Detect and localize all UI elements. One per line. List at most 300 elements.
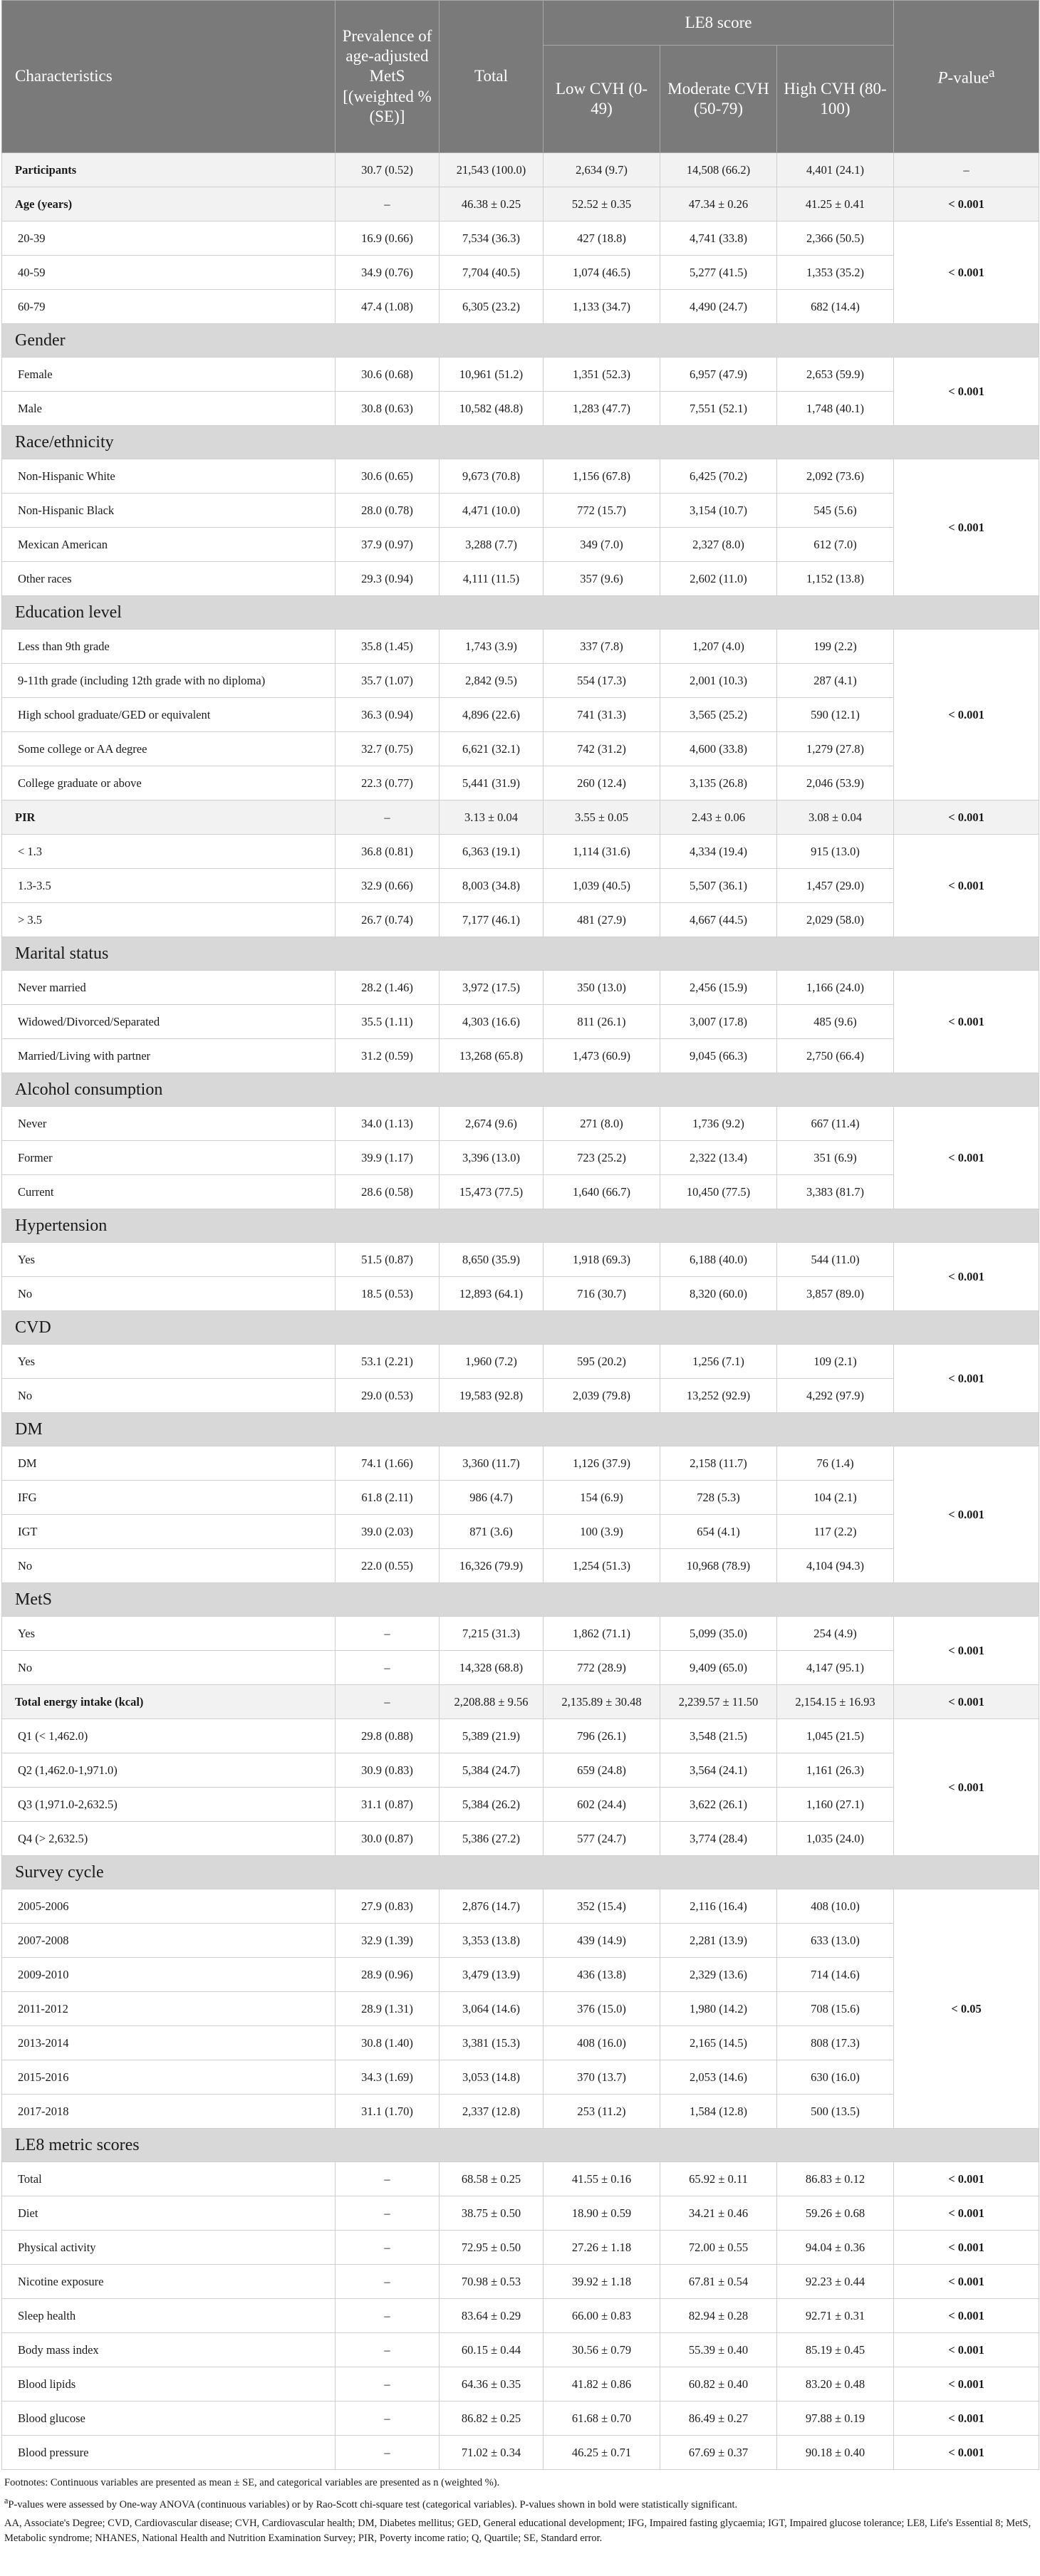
prevalence-cell: 18.5 (0.53) <box>336 1277 440 1311</box>
low-cvh-cell: 741 (31.3) <box>544 698 660 732</box>
total-cell: 1,960 (7.2) <box>440 1345 544 1379</box>
section-row <box>2 596 1039 630</box>
total-cell: 9,673 (70.8) <box>440 459 544 494</box>
footnote-2-mark: a <box>4 2495 9 2505</box>
total-cell: 64.36 ± 0.35 <box>440 2367 544 2402</box>
high-cvh-cell: 612 (7.0) <box>777 528 894 562</box>
row-label: College graduate or above <box>2 766 336 801</box>
total-cell: 3.13 ± 0.04 <box>440 801 544 835</box>
total-cell: 5,384 (26.2) <box>440 1788 544 1822</box>
table-row <box>2 1481 1039 1515</box>
low-cvh-cell: 337 (7.8) <box>544 630 660 664</box>
total-cell: 1,743 (3.9) <box>440 630 544 664</box>
section-label: Survey cycle <box>2 1856 1039 1889</box>
low-cvh-cell: 2,634 (9.7) <box>544 153 660 187</box>
low-cvh-cell: 357 (9.6) <box>544 562 660 596</box>
section-label: Alcohol consumption <box>2 1073 1039 1107</box>
low-cvh-cell: 772 (28.9) <box>544 1651 660 1685</box>
header-p-suffix: -value <box>947 68 989 87</box>
total-cell: 3,288 (7.7) <box>440 528 544 562</box>
row-label: Non-Hispanic Black <box>2 494 336 528</box>
total-cell: 72.95 ± 0.50 <box>440 2231 544 2265</box>
header-p-footnote-mark: a <box>989 66 995 81</box>
header-prevalence: Prevalence of age-adjusted MetS [(weighted % (SE)] <box>336 1 440 153</box>
low-cvh-cell: 408 (16.0) <box>544 2026 660 2060</box>
total-cell: 3,479 (13.9) <box>440 1958 544 1992</box>
row-label: High school graduate/GED or equivalent <box>2 698 336 732</box>
low-cvh-cell: 349 (7.0) <box>544 528 660 562</box>
total-cell: 4,896 (22.6) <box>440 698 544 732</box>
low-cvh-cell: 41.82 ± 0.86 <box>544 2367 660 2402</box>
high-cvh-cell: 4,104 (94.3) <box>777 1549 894 1583</box>
low-cvh-cell: 260 (12.4) <box>544 766 660 801</box>
total-cell: 3,360 (11.7) <box>440 1446 544 1481</box>
table-row <box>2 869 1039 903</box>
low-cvh-cell: 3.55 ± 0.05 <box>544 801 660 835</box>
table-row <box>2 1719 1039 1753</box>
header-high-cvh: High CVH (80-100) <box>777 46 894 153</box>
table-row <box>2 1175 1039 1209</box>
low-cvh-cell: 723 (25.2) <box>544 1141 660 1175</box>
total-cell: 6,363 (19.1) <box>440 835 544 869</box>
prevalence-cell: – <box>336 1617 440 1651</box>
moderate-cvh-cell: 10,450 (77.5) <box>660 1175 777 1209</box>
high-cvh-cell: 2,154.15 ± 16.93 <box>777 1685 894 1719</box>
p-value-cell: < 0.001 <box>894 2333 1039 2367</box>
row-label: Q1 (< 1,462.0) <box>2 1719 336 1753</box>
moderate-cvh-cell: 67.69 ± 0.37 <box>660 2436 777 2470</box>
high-cvh-cell: 500 (13.5) <box>777 2095 894 2129</box>
table-row <box>2 256 1039 290</box>
prevalence-cell: 22.0 (0.55) <box>336 1549 440 1583</box>
moderate-cvh-cell: 9,409 (65.0) <box>660 1651 777 1685</box>
section-row <box>2 1856 1039 1889</box>
total-cell: 16,326 (79.9) <box>440 1549 544 1583</box>
prevalence-cell: 16.9 (0.66) <box>336 221 440 256</box>
moderate-cvh-cell: 3,622 (26.1) <box>660 1788 777 1822</box>
table-row <box>2 290 1039 324</box>
low-cvh-cell: 1,126 (37.9) <box>544 1446 660 1481</box>
row-label: Mexican American <box>2 528 336 562</box>
total-cell: 10,582 (48.8) <box>440 392 544 426</box>
moderate-cvh-cell: 3,565 (25.2) <box>660 698 777 732</box>
row-label: < 1.3 <box>2 835 336 869</box>
table-row <box>2 2333 1039 2367</box>
low-cvh-cell: 27.26 ± 1.18 <box>544 2231 660 2265</box>
total-cell: 2,876 (14.7) <box>440 1889 544 1924</box>
moderate-cvh-cell: 6,957 (47.9) <box>660 358 777 392</box>
total-cell: 70.98 ± 0.53 <box>440 2265 544 2299</box>
row-label: Body mass index <box>2 2333 336 2367</box>
row-label: 2011-2012 <box>2 1992 336 2026</box>
prevalence-cell: 36.3 (0.94) <box>336 698 440 732</box>
p-value-cell: < 0.001 <box>894 1617 1039 1685</box>
moderate-cvh-cell: 9,045 (66.3) <box>660 1039 777 1073</box>
table-row <box>2 562 1039 596</box>
section-label: Race/ethnicity <box>2 426 1039 459</box>
table-row <box>2 766 1039 801</box>
moderate-cvh-cell: 14,508 (66.2) <box>660 153 777 187</box>
prevalence-cell: 30.0 (0.87) <box>336 1822 440 1856</box>
prevalence-cell: 32.9 (1.39) <box>336 1924 440 1958</box>
table-row <box>2 2367 1039 2402</box>
prevalence-cell: 26.7 (0.74) <box>336 903 440 937</box>
prevalence-cell: – <box>336 1685 440 1719</box>
low-cvh-cell: 427 (18.8) <box>544 221 660 256</box>
table-row <box>2 630 1039 664</box>
moderate-cvh-cell: 60.82 ± 0.40 <box>660 2367 777 2402</box>
p-value-cell: < 0.001 <box>894 2162 1039 2196</box>
low-cvh-cell: 1,640 (66.7) <box>544 1175 660 1209</box>
total-cell: 7,704 (40.5) <box>440 256 544 290</box>
prevalence-cell: 31.1 (1.70) <box>336 2095 440 2129</box>
low-cvh-cell: 352 (15.4) <box>544 1889 660 1924</box>
low-cvh-cell: 1,473 (60.9) <box>544 1039 660 1073</box>
moderate-cvh-cell: 1,980 (14.2) <box>660 1992 777 2026</box>
prevalence-cell: 28.9 (1.31) <box>336 1992 440 2026</box>
low-cvh-cell: 772 (15.7) <box>544 494 660 528</box>
prevalence-cell: 27.9 (0.83) <box>336 1889 440 1924</box>
row-label: Blood glucose <box>2 2402 336 2436</box>
row-label: Non-Hispanic White <box>2 459 336 494</box>
low-cvh-cell: 1,283 (47.7) <box>544 392 660 426</box>
moderate-cvh-cell: 3,774 (28.4) <box>660 1822 777 1856</box>
low-cvh-cell: 1,156 (67.8) <box>544 459 660 494</box>
row-label: Yes <box>2 1617 336 1651</box>
low-cvh-cell: 2,135.89 ± 30.48 <box>544 1685 660 1719</box>
low-cvh-cell: 61.68 ± 0.70 <box>544 2402 660 2436</box>
moderate-cvh-cell: 6,425 (70.2) <box>660 459 777 494</box>
moderate-cvh-cell: 65.92 ± 0.11 <box>660 2162 777 2196</box>
total-cell: 13,268 (65.8) <box>440 1039 544 1073</box>
total-cell: 3,972 (17.5) <box>440 971 544 1005</box>
table-row <box>2 664 1039 698</box>
low-cvh-cell: 595 (20.2) <box>544 1345 660 1379</box>
moderate-cvh-cell: 4,600 (33.8) <box>660 732 777 766</box>
total-cell: 5,386 (27.2) <box>440 1822 544 1856</box>
high-cvh-cell: 3,857 (89.0) <box>777 1277 894 1311</box>
low-cvh-cell: 52.52 ± 0.35 <box>544 187 660 221</box>
p-value-cell: < 0.05 <box>894 1889 1039 2129</box>
high-cvh-cell: 109 (2.1) <box>777 1345 894 1379</box>
row-label: 2013-2014 <box>2 2026 336 2060</box>
table-row <box>2 358 1039 392</box>
table-header <box>2 1 1039 153</box>
high-cvh-cell: 915 (13.0) <box>777 835 894 869</box>
prevalence-cell: 29.3 (0.94) <box>336 562 440 596</box>
high-cvh-cell: 590 (12.1) <box>777 698 894 732</box>
moderate-cvh-cell: 4,741 (33.8) <box>660 221 777 256</box>
row-label: Q4 (> 2,632.5) <box>2 1822 336 1856</box>
p-value-cell: < 0.001 <box>894 2436 1039 2470</box>
table-row <box>2 698 1039 732</box>
table-body <box>2 153 1039 2470</box>
moderate-cvh-cell: 2,281 (13.9) <box>660 1924 777 1958</box>
low-cvh-cell: 46.25 ± 0.71 <box>544 2436 660 2470</box>
low-cvh-cell: 30.56 ± 0.79 <box>544 2333 660 2367</box>
table-row <box>2 732 1039 766</box>
row-label: PIR <box>2 801 336 835</box>
low-cvh-cell: 39.92 ± 1.18 <box>544 2265 660 2299</box>
high-cvh-cell: 667 (11.4) <box>777 1107 894 1141</box>
high-cvh-cell: 117 (2.2) <box>777 1515 894 1549</box>
high-cvh-cell: 41.25 ± 0.41 <box>777 187 894 221</box>
p-value-cell: < 0.001 <box>894 2231 1039 2265</box>
prevalence-cell: – <box>336 2367 440 2402</box>
table-row <box>2 1992 1039 2026</box>
high-cvh-cell: 83.20 ± 0.48 <box>777 2367 894 2402</box>
high-cvh-cell: 2,653 (59.9) <box>777 358 894 392</box>
total-cell: 4,303 (16.6) <box>440 1005 544 1039</box>
prevalence-cell: – <box>336 2299 440 2333</box>
section-label: MetS <box>2 1583 1039 1617</box>
header-le8-score: LE8 score <box>544 1 894 46</box>
low-cvh-cell: 18.90 ± 0.59 <box>544 2196 660 2231</box>
total-cell: 8,003 (34.8) <box>440 869 544 903</box>
section-label: DM <box>2 1413 1039 1446</box>
prevalence-cell: – <box>336 2196 440 2231</box>
row-label: IFG <box>2 1481 336 1515</box>
prevalence-cell: – <box>336 801 440 835</box>
p-value-cell: < 0.001 <box>894 2299 1039 2333</box>
low-cvh-cell: 1,351 (52.3) <box>544 358 660 392</box>
moderate-cvh-cell: 4,667 (44.5) <box>660 903 777 937</box>
section-label: Hypertension <box>2 1209 1039 1243</box>
moderate-cvh-cell: 7,551 (52.1) <box>660 392 777 426</box>
row-label: Sleep health <box>2 2299 336 2333</box>
table-row <box>2 2265 1039 2299</box>
low-cvh-cell: 811 (26.1) <box>544 1005 660 1039</box>
prevalence-cell: 34.0 (1.13) <box>336 1107 440 1141</box>
moderate-cvh-cell: 5,277 (41.5) <box>660 256 777 290</box>
total-cell: 3,396 (13.0) <box>440 1141 544 1175</box>
header-low-cvh: Low CVH (0-49) <box>544 46 660 153</box>
prevalence-cell: 51.5 (0.87) <box>336 1243 440 1277</box>
moderate-cvh-cell: 3,135 (26.8) <box>660 766 777 801</box>
row-label: Total <box>2 2162 336 2196</box>
high-cvh-cell: 1,353 (35.2) <box>777 256 894 290</box>
low-cvh-cell: 436 (13.8) <box>544 1958 660 1992</box>
high-cvh-cell: 59.26 ± 0.68 <box>777 2196 894 2231</box>
prevalence-cell: – <box>336 2402 440 2436</box>
moderate-cvh-cell: 2,329 (13.6) <box>660 1958 777 1992</box>
high-cvh-cell: 1,035 (24.0) <box>777 1822 894 1856</box>
table-row <box>2 528 1039 562</box>
high-cvh-cell: 3.08 ± 0.04 <box>777 801 894 835</box>
high-cvh-cell: 92.71 ± 0.31 <box>777 2299 894 2333</box>
moderate-cvh-cell: 2.43 ± 0.06 <box>660 801 777 835</box>
row-label: Yes <box>2 1345 336 1379</box>
prevalence-cell: 22.3 (0.77) <box>336 766 440 801</box>
table-row <box>2 221 1039 256</box>
row-label: Physical activity <box>2 2231 336 2265</box>
prevalence-cell: – <box>336 2436 440 2470</box>
table-row <box>2 1107 1039 1141</box>
low-cvh-cell: 1,074 (46.5) <box>544 256 660 290</box>
table-row <box>2 1651 1039 1685</box>
prevalence-cell: 28.0 (0.78) <box>336 494 440 528</box>
prevalence-cell: – <box>336 187 440 221</box>
row-label: Yes <box>2 1243 336 1277</box>
high-cvh-cell: 104 (2.1) <box>777 1481 894 1515</box>
prevalence-cell: 47.4 (1.08) <box>336 290 440 324</box>
p-value-cell: < 0.001 <box>894 459 1039 596</box>
low-cvh-cell: 602 (24.4) <box>544 1788 660 1822</box>
table-row <box>2 2231 1039 2265</box>
p-value-cell: < 0.001 <box>894 801 1039 835</box>
low-cvh-cell: 1,114 (31.6) <box>544 835 660 869</box>
row-label: IGT <box>2 1515 336 1549</box>
total-cell: 5,389 (21.9) <box>440 1719 544 1753</box>
row-label: Male <box>2 392 336 426</box>
table-row <box>2 835 1039 869</box>
table-row <box>2 494 1039 528</box>
table-row <box>2 2095 1039 2129</box>
low-cvh-cell: 577 (24.7) <box>544 1822 660 1856</box>
high-cvh-cell: 2,366 (50.5) <box>777 221 894 256</box>
p-value-cell: < 0.001 <box>894 2265 1039 2299</box>
high-cvh-cell: 808 (17.3) <box>777 2026 894 2060</box>
high-cvh-cell: 1,279 (27.8) <box>777 732 894 766</box>
prevalence-cell: – <box>336 2231 440 2265</box>
high-cvh-cell: 2,029 (58.0) <box>777 903 894 937</box>
row-label: 2005-2006 <box>2 1889 336 1924</box>
row-label: Q2 (1,462.0-1,971.0) <box>2 1753 336 1788</box>
row-label: 2017-2018 <box>2 2095 336 2129</box>
prevalence-cell: 34.3 (1.69) <box>336 2060 440 2095</box>
moderate-cvh-cell: 2,456 (15.9) <box>660 971 777 1005</box>
total-cell: 83.64 ± 0.29 <box>440 2299 544 2333</box>
prevalence-cell: 36.8 (0.81) <box>336 835 440 869</box>
table-row <box>2 1446 1039 1481</box>
table-row <box>2 903 1039 937</box>
row-label: 60-79 <box>2 290 336 324</box>
row-label: Married/Living with partner <box>2 1039 336 1073</box>
row-label: Former <box>2 1141 336 1175</box>
low-cvh-cell: 1,918 (69.3) <box>544 1243 660 1277</box>
table-row <box>2 1345 1039 1379</box>
total-cell: 4,111 (11.5) <box>440 562 544 596</box>
total-cell: 2,208.88 ± 9.56 <box>440 1685 544 1719</box>
header-p-value <box>894 1 1039 153</box>
moderate-cvh-cell: 10,968 (78.9) <box>660 1549 777 1583</box>
prevalence-cell: 28.6 (0.58) <box>336 1175 440 1209</box>
table-row <box>2 1549 1039 1583</box>
footnote-1: Footnotes: Continuous variables are presented as mean ± SE, and categorical variables are presented as n (weighted %). <box>4 2477 500 2488</box>
total-cell: 6,621 (32.1) <box>440 732 544 766</box>
high-cvh-cell: 76 (1.4) <box>777 1446 894 1481</box>
total-cell: 2,842 (9.5) <box>440 664 544 698</box>
p-value-cell: < 0.001 <box>894 630 1039 801</box>
row-label: No <box>2 1379 336 1413</box>
row-label: 9-11th grade (including 12th grade with no diploma) <box>2 664 336 698</box>
row-label: Blood pressure <box>2 2436 336 2470</box>
total-cell: 15,473 (77.5) <box>440 1175 544 1209</box>
header-total: Total <box>440 1 544 153</box>
p-value-cell: < 0.001 <box>894 835 1039 937</box>
header-characteristics: Characteristics <box>2 1 336 153</box>
prevalence-cell: 35.8 (1.45) <box>336 630 440 664</box>
total-cell: 871 (3.6) <box>440 1515 544 1549</box>
total-cell: 986 (4.7) <box>440 1481 544 1515</box>
high-cvh-cell: 544 (11.0) <box>777 1243 894 1277</box>
total-cell: 86.82 ± 0.25 <box>440 2402 544 2436</box>
table-row <box>2 2299 1039 2333</box>
row-label: Other races <box>2 562 336 596</box>
total-cell: 3,053 (14.8) <box>440 2060 544 2095</box>
p-value-cell: < 0.001 <box>894 358 1039 426</box>
section-label: CVD <box>2 1311 1039 1345</box>
total-cell: 7,534 (36.3) <box>440 221 544 256</box>
row-label: Never <box>2 1107 336 1141</box>
high-cvh-cell: 254 (4.9) <box>777 1617 894 1651</box>
prevalence-cell: 31.2 (0.59) <box>336 1039 440 1073</box>
table-row <box>2 2162 1039 2196</box>
moderate-cvh-cell: 4,334 (19.4) <box>660 835 777 869</box>
prevalence-cell: – <box>336 1651 440 1685</box>
p-value-cell: < 0.001 <box>894 1345 1039 1413</box>
total-cell: 38.75 ± 0.50 <box>440 2196 544 2231</box>
moderate-cvh-cell: 728 (5.3) <box>660 1481 777 1515</box>
moderate-cvh-cell: 2,239.57 ± 11.50 <box>660 1685 777 1719</box>
row-label: DM <box>2 1446 336 1481</box>
high-cvh-cell: 2,750 (66.4) <box>777 1039 894 1073</box>
row-label: Some college or AA degree <box>2 732 336 766</box>
table-row <box>2 2026 1039 2060</box>
low-cvh-cell: 370 (13.7) <box>544 2060 660 2095</box>
row-label: Age (years) <box>2 187 336 221</box>
moderate-cvh-cell: 3,007 (17.8) <box>660 1005 777 1039</box>
moderate-cvh-cell: 2,602 (11.0) <box>660 562 777 596</box>
moderate-cvh-cell: 1,256 (7.1) <box>660 1345 777 1379</box>
moderate-cvh-cell: 2,116 (16.4) <box>660 1889 777 1924</box>
row-label: Total energy intake (kcal) <box>2 1685 336 1719</box>
high-cvh-cell: 1,045 (21.5) <box>777 1719 894 1753</box>
section-row <box>2 324 1039 358</box>
total-cell: 19,583 (92.8) <box>440 1379 544 1413</box>
section-row <box>2 2129 1039 2162</box>
total-cell: 7,177 (46.1) <box>440 903 544 937</box>
row-label: > 3.5 <box>2 903 336 937</box>
row-label: Q3 (1,971.0-2,632.5) <box>2 1788 336 1822</box>
total-cell: 7,215 (31.3) <box>440 1617 544 1651</box>
row-label: Nicotine exposure <box>2 2265 336 2299</box>
low-cvh-cell: 659 (24.8) <box>544 1753 660 1788</box>
low-cvh-cell: 1,133 (34.7) <box>544 290 660 324</box>
high-cvh-cell: 92.23 ± 0.44 <box>777 2265 894 2299</box>
prevalence-cell: 29.0 (0.53) <box>336 1379 440 1413</box>
p-value-cell: < 0.001 <box>894 187 1039 221</box>
row-label: Female <box>2 358 336 392</box>
low-cvh-cell: 1,254 (51.3) <box>544 1549 660 1583</box>
low-cvh-cell: 554 (17.3) <box>544 664 660 698</box>
p-value-cell: < 0.001 <box>894 221 1039 324</box>
prevalence-cell: 31.1 (0.87) <box>336 1788 440 1822</box>
high-cvh-cell: 1,160 (27.1) <box>777 1788 894 1822</box>
moderate-cvh-cell: 2,001 (10.3) <box>660 664 777 698</box>
table-row <box>2 1889 1039 1924</box>
prevalence-cell: 32.7 (0.75) <box>336 732 440 766</box>
prevalence-cell: 29.8 (0.88) <box>336 1719 440 1753</box>
high-cvh-cell: 3,383 (81.7) <box>777 1175 894 1209</box>
table-row <box>2 1617 1039 1651</box>
high-cvh-cell: 287 (4.1) <box>777 664 894 698</box>
low-cvh-cell: 439 (14.9) <box>544 1924 660 1958</box>
table-row <box>2 1685 1039 1719</box>
table-row <box>2 1924 1039 1958</box>
footnotes <box>1 2470 1039 2545</box>
low-cvh-cell: 253 (11.2) <box>544 2095 660 2129</box>
